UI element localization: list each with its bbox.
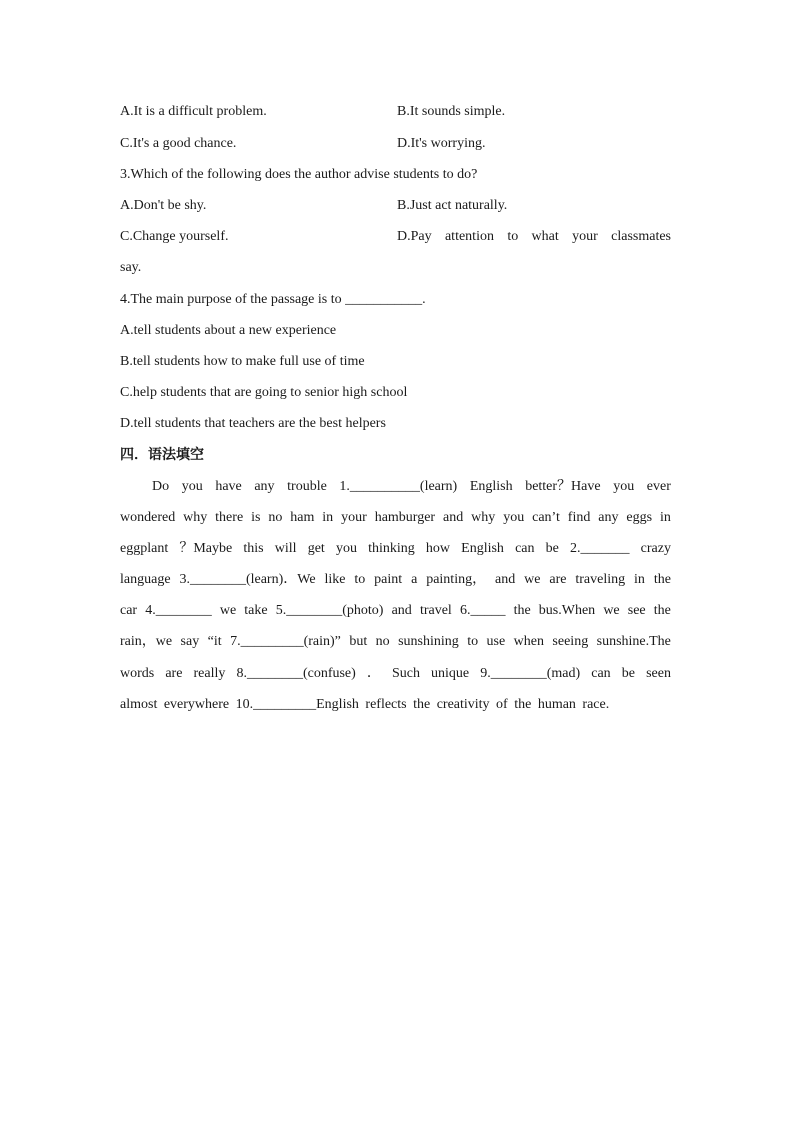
word: hamburger [374, 510, 436, 525]
section-heading: 四．语法填空 [120, 447, 204, 463]
word: why [183, 510, 208, 525]
word: 8.________(confuse) [236, 666, 356, 681]
word: the [653, 603, 671, 618]
word: and [495, 572, 516, 587]
word: is [251, 510, 261, 525]
word: why [471, 510, 496, 525]
q4-option-c: C.help students that are going to senior high school [120, 385, 408, 400]
paragraph-line-last: almost everywhere 10._________English reflects the creativity of the human race. [120, 697, 610, 712]
word: in [660, 510, 671, 525]
word: classmates [611, 229, 671, 244]
word: when [513, 634, 544, 649]
word: ham [290, 510, 315, 525]
paragraph-line [120, 663, 671, 685]
q2-option-d: D.It's worrying. [397, 136, 486, 151]
word: language [120, 572, 171, 587]
word: any [598, 510, 619, 525]
word: like [324, 572, 346, 587]
word: crazy [640, 541, 671, 556]
word: ． [366, 666, 381, 681]
word: thinking [368, 541, 415, 556]
word: no [268, 510, 283, 525]
word: ？Maybe [179, 541, 233, 556]
word: how [425, 541, 451, 556]
word: English [461, 541, 504, 556]
word: Such [391, 666, 420, 681]
word: D.Pay [397, 229, 432, 244]
q3-stem: 3.Which of the following does the author advise students to do? [120, 167, 478, 182]
word: find [567, 510, 591, 525]
q3-option-c: C.Change yourself. [120, 229, 229, 244]
word: 3.________(learn)．We [179, 572, 316, 587]
word: use [486, 634, 506, 649]
word: travel [419, 603, 452, 618]
word: eggplant [120, 541, 169, 556]
word: car [120, 603, 138, 618]
word: Do [152, 479, 170, 494]
word: will [274, 541, 297, 556]
word: see [627, 603, 646, 618]
word: and [391, 603, 412, 618]
word: rain，we [120, 634, 173, 649]
word: your [341, 510, 367, 525]
word: what [531, 229, 559, 244]
word: seen [646, 666, 671, 681]
word: to [507, 229, 519, 244]
q4-option-a: A.tell students about a new experience [120, 323, 337, 338]
word: there [215, 510, 244, 525]
word: really [193, 666, 226, 681]
q2-option-b: B.It sounds simple. [397, 104, 506, 119]
word: in [322, 510, 334, 525]
word: get [307, 541, 325, 556]
word: ever [646, 479, 671, 494]
word: 9.________(mad) [480, 666, 581, 681]
word: no [375, 634, 390, 649]
q4-option-b: B.tell students how to make full use of time [120, 354, 365, 369]
word: 1.__________(learn) [339, 479, 458, 494]
word: you [613, 479, 635, 494]
word: English [469, 479, 513, 494]
word: and [443, 510, 464, 525]
word: “it [207, 634, 222, 649]
q3-option-d [397, 226, 671, 248]
word: the [513, 603, 531, 618]
word: traveling [575, 572, 626, 587]
word: trouble [287, 479, 327, 494]
paragraph-line [120, 600, 671, 622]
word: sunshining [398, 634, 459, 649]
word: we [603, 603, 620, 618]
word: words [120, 666, 155, 681]
word: we [219, 603, 237, 618]
paragraph-line [120, 538, 671, 560]
word: in [634, 572, 645, 587]
word: to [467, 634, 479, 649]
word: this [243, 541, 264, 556]
paragraph-line [120, 569, 671, 591]
q4-stem: 4.The main purpose of the passage is to ___________. [120, 292, 426, 307]
word: seeing [552, 634, 589, 649]
word: we [524, 572, 541, 587]
paragraph-line [120, 631, 671, 653]
word: say [180, 634, 200, 649]
word: you [335, 541, 357, 556]
word: bus.When [538, 603, 596, 618]
q3-option-d-continued: say. [120, 260, 142, 275]
word: better？Have [525, 479, 601, 494]
word: eggs [626, 510, 653, 525]
word: can [591, 666, 611, 681]
word: 2._______ [570, 541, 630, 556]
word: 5.________(photo) [275, 603, 384, 618]
q2-option-c: C.It's a good chance. [120, 136, 237, 151]
word: 4.________ [145, 603, 212, 618]
word: painting， [426, 572, 487, 587]
q4-option-d: D.tell students that teachers are the best helpers [120, 416, 386, 431]
word: paint [374, 572, 403, 587]
word: take [244, 603, 268, 618]
paragraph-line [120, 507, 671, 529]
word: your [572, 229, 598, 244]
q3-option-a: A.Don't be shy. [120, 198, 207, 213]
word: any [254, 479, 275, 494]
q2-option-a: A.It is a difficult problem. [120, 104, 267, 119]
paragraph-line [152, 476, 671, 498]
word: can’t [532, 510, 560, 525]
word: the [653, 572, 671, 587]
word: are [549, 572, 567, 587]
q3-option-b: B.Just act naturally. [397, 198, 508, 213]
word: unique [431, 666, 470, 681]
word: can [515, 541, 535, 556]
word: you [503, 510, 525, 525]
word: you [181, 479, 203, 494]
word: be [621, 666, 635, 681]
word: 6._____ [459, 603, 506, 618]
word: a [411, 572, 418, 587]
word: attention [444, 229, 494, 244]
word: wondered [120, 510, 176, 525]
word: sunshine.The [596, 634, 671, 649]
word: to [354, 572, 366, 587]
word: 7._________(rain)” [230, 634, 341, 649]
word: are [165, 666, 183, 681]
word: but [349, 634, 368, 649]
word: be [545, 541, 559, 556]
word: have [215, 479, 242, 494]
